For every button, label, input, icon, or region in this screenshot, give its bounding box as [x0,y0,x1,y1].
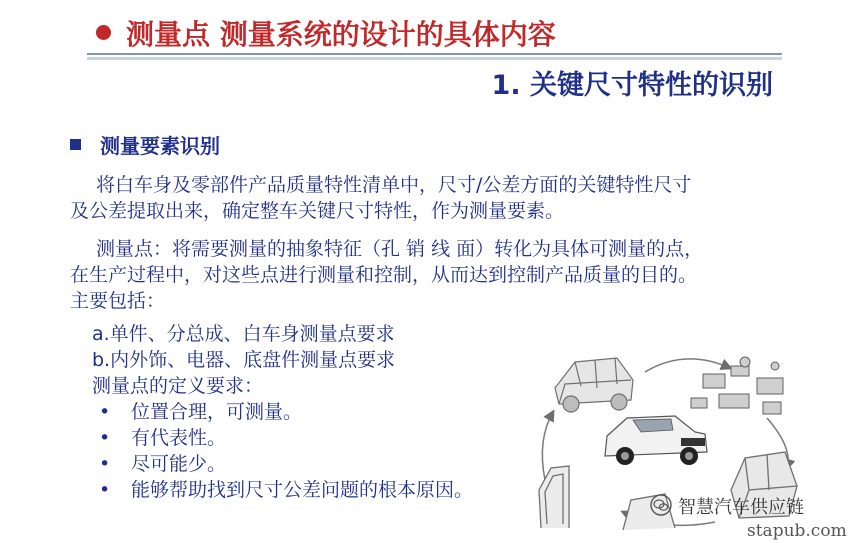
paragraph-measurement-elements [70,172,691,224]
list-item: 能够帮助找到尺寸公差问题的根本原因。 [131,479,474,501]
body-in-white-image [555,358,633,412]
list-item: 有代表性。 [131,427,227,449]
definition-heading: 测量点的定义要求： [92,375,264,397]
cycle-arrow [645,359,730,372]
list-item: 位置合理，可测量。 [131,401,303,423]
exploded-parts-image [691,357,783,414]
square-bullet-icon [70,139,81,150]
paragraph-line: 在生产过程中，对这些点进行测量和控制，从而达到控制产品质量的目的。 [70,264,698,286]
list-item-a: a.单件、分总成、白车身测量点要求 [92,323,395,345]
paragraph-measurement-points [70,236,703,314]
bullet-dot-icon: • [99,427,111,449]
title-divider-shadow [87,57,782,60]
watermark-brand: 智慧汽车供应链 [678,497,804,518]
list-item: 尽可能少。 [131,453,227,475]
title-divider [87,53,782,55]
bullet-dot-icon: • [99,453,111,475]
paragraph-line: 测量点：将需要测量的抽象特征（孔 销 线 面）转化为具体可测量的点， [96,238,704,260]
title-bullet-icon [96,25,111,40]
watermark-site: stapub.com [747,521,847,541]
paragraph-line: 及公差提取出来，确定整车关键尺寸特性，作为测量要素。 [70,200,565,222]
bullet-dot-icon: • [99,401,111,423]
bullet-dot-icon: • [99,479,111,501]
list-item-b: b.内外饰、电器、底盘件测量点要求 [92,349,396,371]
paragraph-line: 将白车身及零部件产品质量特性清单中，尺寸/公差方面的关键特性尺寸 [96,174,692,196]
page-title: 测量点 测量系统的设计的具体内容 [126,18,556,51]
section-title: 测量要素识别 [100,134,220,158]
wechat-icon [650,494,672,516]
page-subtitle: 1. 关键尺寸特性的识别 [491,70,773,101]
pickup-truck-image [605,416,707,465]
paragraph-line: 主要包括： [70,290,166,312]
